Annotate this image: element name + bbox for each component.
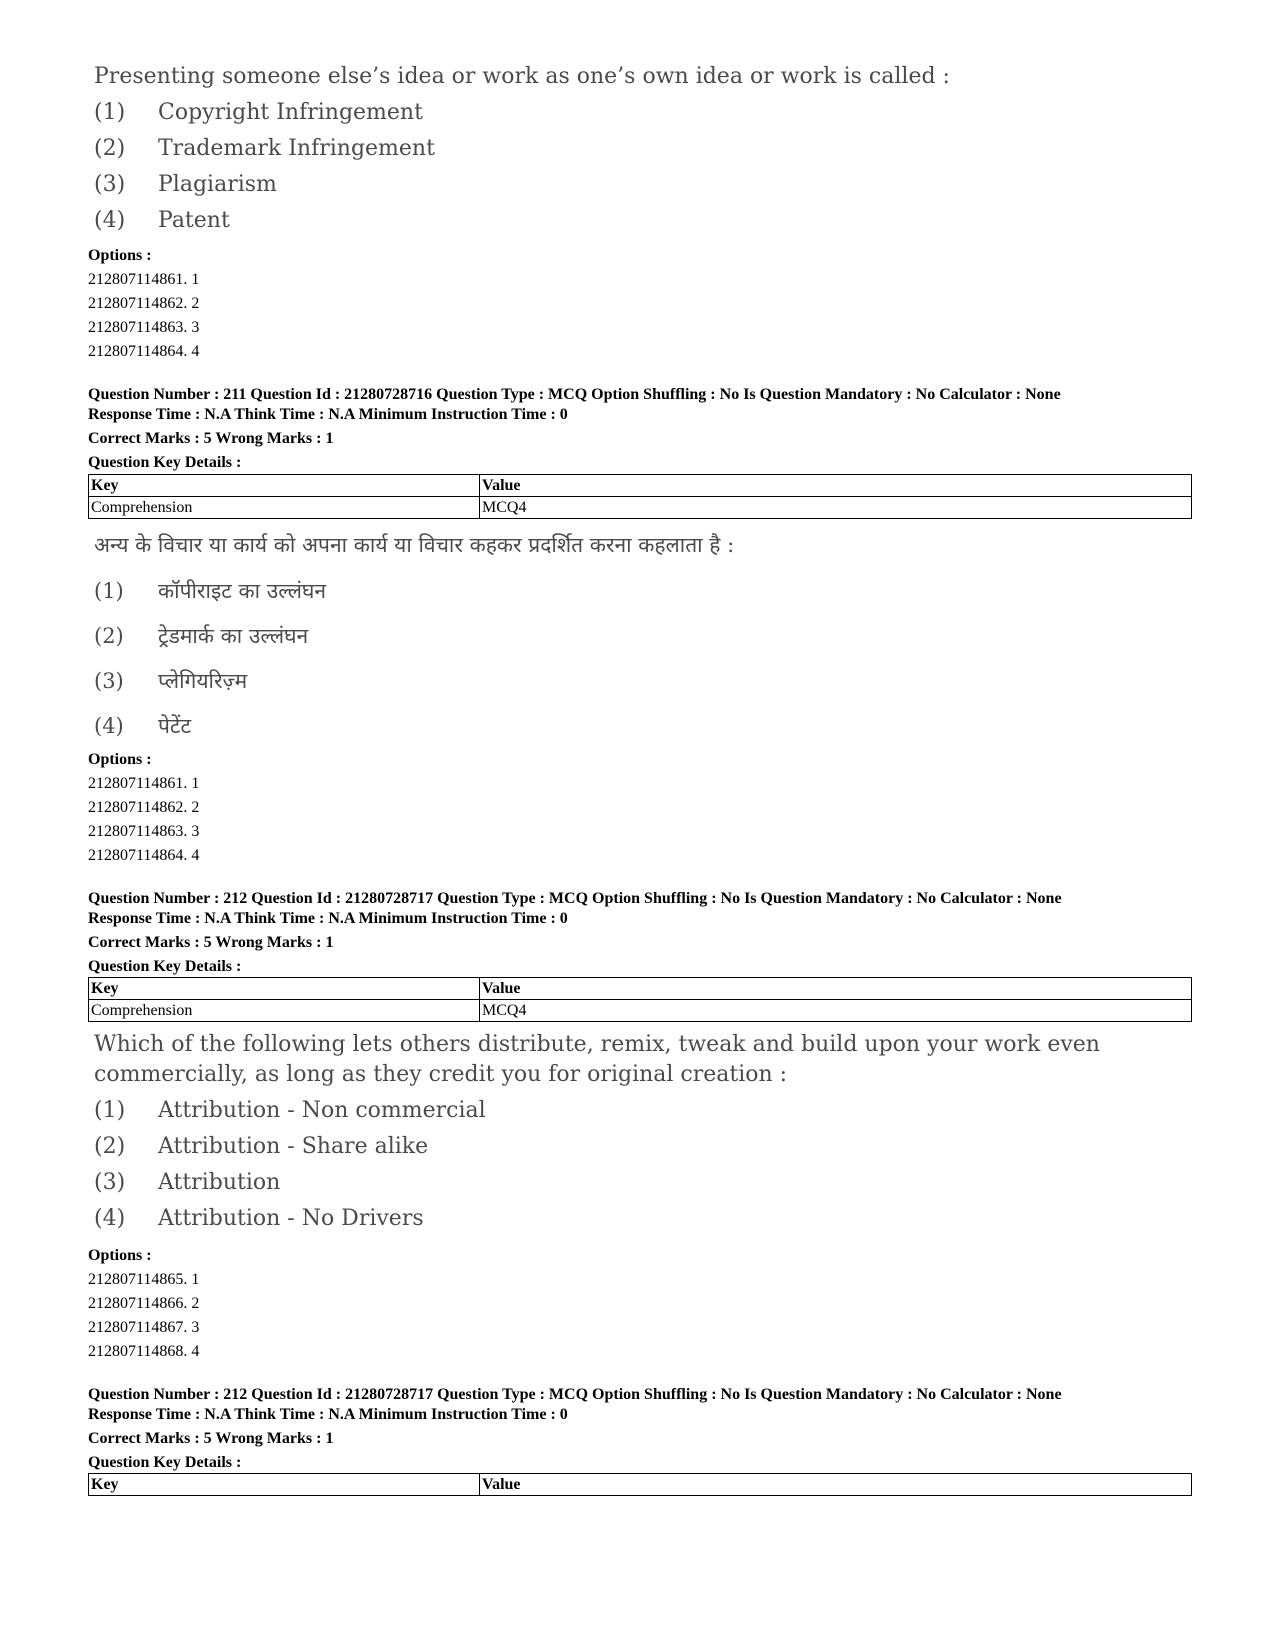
option-text: Plagiarism — [158, 171, 277, 197]
value-cell: MCQ4 — [480, 497, 1192, 519]
value-cell: MCQ4 — [480, 1000, 1192, 1022]
marks-line: Correct Marks : 5 Wrong Marks : 1 — [88, 430, 334, 447]
question-image-hindi-1 — [88, 530, 1192, 748]
option-number: (4) — [94, 207, 126, 233]
marks-line: Correct Marks : 5 Wrong Marks : 1 — [88, 1430, 334, 1447]
option-id-line: 212807114863. 3 — [88, 319, 200, 336]
key-header: Key — [89, 978, 480, 1000]
option-number: (2) — [94, 135, 126, 161]
option-text: Attribution - Share alike — [158, 1133, 429, 1159]
option-number: (4) — [94, 1205, 126, 1231]
option-number: (2) — [94, 1133, 126, 1159]
answer-option-4 — [94, 202, 1192, 238]
option-id-line: 212807114861. 1 — [88, 271, 200, 288]
option-text: कॉपीराइट का उल्लंघन — [158, 578, 327, 603]
option-id-line: 212807114862. 2 — [88, 799, 200, 816]
option-number: (3) — [94, 171, 126, 197]
response-time-line: Response Time : N.A Think Time : N.A Minimum Instruction Time : 0 — [88, 406, 568, 423]
answer-option-3 — [94, 166, 1192, 202]
option-text: पेटेंट — [158, 713, 192, 738]
key-table-212 — [88, 977, 1192, 1022]
question-stem: अन्य के विचार या कार्य को अपना कार्य या विचार कहकर प्रदर्शित करना कहलाता है : — [94, 533, 735, 557]
option-text: Attribution - No Drivers — [158, 1205, 424, 1231]
option-id-line: 212807114862. 2 — [88, 295, 200, 312]
option-number: (3) — [94, 1169, 126, 1195]
question-meta-line: Question Number : 212 Question Id : 21280728717 Question Type : MCQ Option Shuffling : No Is Question Mandatory : No Calculator : None — [88, 890, 1062, 907]
answer-option-1 — [94, 1092, 1192, 1128]
question-meta-line: Question Number : 211 Question Id : 21280728716 Question Type : MCQ Option Shuffling : No Is Question Mandatory : No Calculator : None — [88, 386, 1061, 403]
option-id-line: 212807114864. 4 — [88, 343, 200, 360]
question-meta-212-repeat — [88, 1385, 1192, 1475]
key-table-212-repeat — [88, 1473, 1192, 1496]
question-stem: Which of the following lets others distribute, remix, tweak and build upon your work even commercially, as long as they credit you for original creation : — [94, 1032, 1100, 1087]
option-id-line: 212807114863. 3 — [88, 823, 200, 840]
value-header: Value — [480, 1474, 1192, 1496]
answer-option-3 — [94, 658, 1192, 703]
answer-option-2 — [94, 130, 1192, 166]
value-header: Value — [480, 475, 1192, 497]
options-label: Options : — [88, 247, 152, 264]
option-number: (4) — [94, 713, 124, 738]
value-header: Value — [480, 978, 1192, 1000]
answer-option-2 — [94, 1128, 1192, 1164]
answer-option-4 — [94, 703, 1192, 748]
response-time-line: Response Time : N.A Think Time : N.A Minimum Instruction Time : 0 — [88, 910, 568, 927]
option-number: (2) — [94, 623, 124, 648]
answer-option-2 — [94, 613, 1192, 658]
answer-option-1 — [94, 568, 1192, 613]
option-number: (3) — [94, 668, 124, 693]
option-id-line: 212807114868. 4 — [88, 1343, 200, 1360]
option-text: Patent — [158, 207, 230, 233]
option-id-line: 212807114865. 1 — [88, 1271, 200, 1288]
option-text: Copyright Infringement — [158, 99, 423, 125]
key-cell: Comprehension — [89, 1000, 480, 1022]
question-meta-212 — [88, 889, 1192, 979]
options-label: Options : — [88, 751, 152, 768]
options-list-3 — [88, 1240, 1192, 1364]
key-cell: Comprehension — [89, 497, 480, 519]
option-text: Attribution - Non commercial — [158, 1097, 486, 1123]
options-list-1 — [88, 240, 1192, 364]
question-image-english-2 — [88, 1030, 1192, 1236]
options-list-2 — [88, 744, 1192, 868]
answer-option-3 — [94, 1164, 1192, 1200]
key-details-label: Question Key Details : — [88, 1454, 242, 1471]
question-block-english-1 — [88, 62, 1192, 238]
key-details-label: Question Key Details : — [88, 454, 242, 471]
option-id-line: 212807114864. 4 — [88, 847, 200, 864]
option-id-line: 212807114867. 3 — [88, 1319, 200, 1336]
option-text: प्लेगियरिज़्म — [158, 668, 248, 693]
key-table-211 — [88, 474, 1192, 519]
key-header: Key — [89, 1474, 480, 1496]
option-number: (1) — [94, 578, 124, 603]
response-time-line: Response Time : N.A Think Time : N.A Minimum Instruction Time : 0 — [88, 1406, 568, 1423]
option-id-line: 212807114861. 1 — [88, 775, 200, 792]
options-label: Options : — [88, 1247, 152, 1264]
option-text: ट्रेडमार्क का उल्लंघन — [158, 623, 309, 648]
question-block-english-2 — [88, 1030, 1192, 1236]
option-text: Attribution — [158, 1169, 281, 1195]
question-block-hindi-1 — [88, 530, 1192, 748]
option-text: Trademark Infringement — [158, 135, 435, 161]
option-number: (1) — [94, 1097, 126, 1123]
key-header: Key — [89, 475, 480, 497]
option-id-line: 212807114866. 2 — [88, 1295, 200, 1312]
question-meta-line: Question Number : 212 Question Id : 21280728717 Question Type : MCQ Option Shuffling : No Is Question Mandatory : No Calculator : None — [88, 1386, 1062, 1403]
question-stem: Presenting someone else’s idea or work as one’s own idea or work is called : — [94, 64, 950, 89]
answer-option-4 — [94, 1200, 1192, 1236]
option-number: (1) — [94, 99, 126, 125]
answer-option-1 — [94, 94, 1192, 130]
key-details-label: Question Key Details : — [88, 958, 242, 975]
marks-line: Correct Marks : 5 Wrong Marks : 1 — [88, 934, 334, 951]
question-image-english-1 — [88, 62, 1192, 238]
question-meta-211 — [88, 385, 1192, 475]
